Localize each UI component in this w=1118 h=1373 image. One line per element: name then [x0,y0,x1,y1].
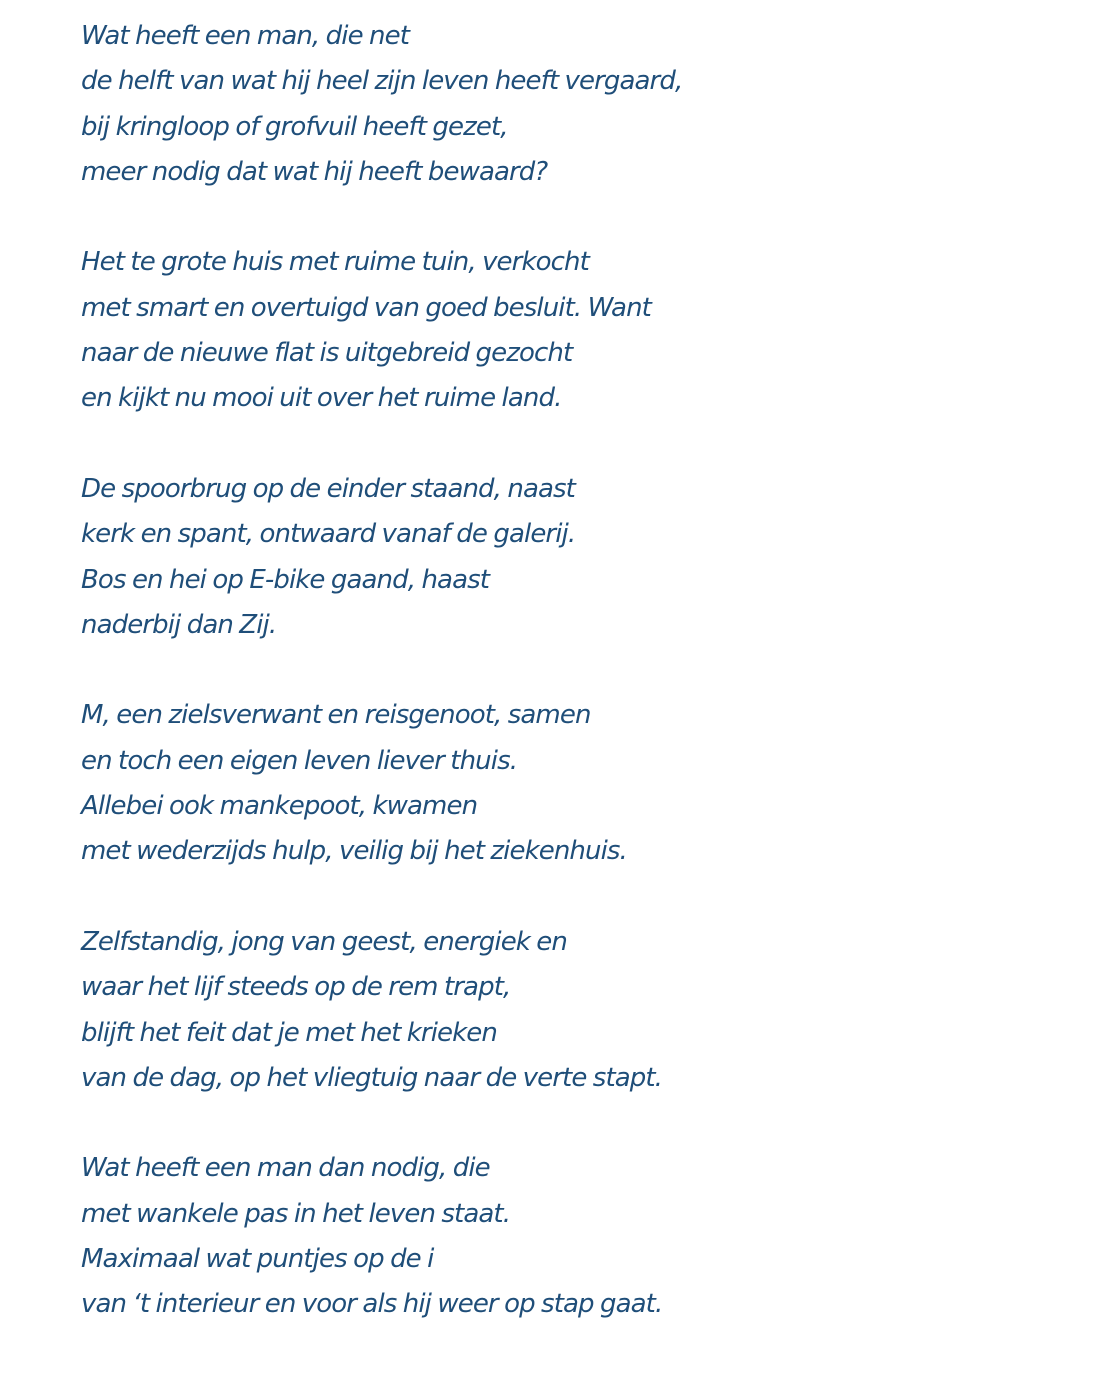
poem-line: en toch een eigen leven liever thuis. [81,745,518,776]
poem-line: en kijkt nu mooi uit over het ruime land. [81,383,562,414]
poem-line: van de dag, op het vliegtuig naar de verte stapt. [81,1062,663,1093]
stanza-1 [81,14,682,195]
poem-line: met wederzijds hulp, veilig bij het ziekenhuis. [81,836,627,867]
poem-line: kerk en spant, ontwaard vanaf de galerij. [81,519,576,550]
poem-line: Zelfstandig, jong van geest, energiek en [81,926,567,957]
poem-line: meer nodig dat wat hij heeft bewaard? [81,156,548,187]
stanza-3 [81,467,682,648]
stanza-6 [81,1146,682,1327]
stanza-2 [81,240,682,421]
poem-line: Wat heeft een man, die net [81,21,410,51]
poem [81,14,682,1373]
poem-line: met wankele pas in het leven staat. [81,1198,511,1229]
poem-line: waar het lijf steeds op de rem trapt, [81,972,511,1003]
poem-line: van ‘t interieur en voor als hij weer op stap gaat. [81,1289,663,1320]
poem-line: Allebei ook mankepoot, kwamen [81,791,478,822]
poem-line: de helft van wat hij heel zijn leven heeft vergaard, [81,66,683,97]
poem-line: Bos en hei op E-bike gaand, haast [81,564,490,595]
poem-line: Wat heeft een man dan nodig, die [81,1153,490,1184]
poem-line: Het te grote huis met ruime tuin, verkocht [81,247,589,278]
poem-line: Maximaal wat puntjes op de i [81,1244,434,1275]
poem-line: M, een zielsverwant en reisgenoot, samen [81,700,591,731]
poem-line: naar de nieuwe flat is uitgebreid gezocht [81,338,573,369]
poem-line: naderbij dan Zij. [81,609,277,640]
poem-line: blijft het feit dat je met het krieken [81,1017,497,1048]
poem-line: De spoorbrug op de einder staand, naast [81,473,575,504]
poem-line: bij kringloop of grofvuil heeft gezet, [81,111,508,142]
poem-line: met smart en overtuigd van goed besluit. Want [81,292,651,323]
stanza-4 [81,693,682,874]
stanza-5 [81,920,682,1101]
